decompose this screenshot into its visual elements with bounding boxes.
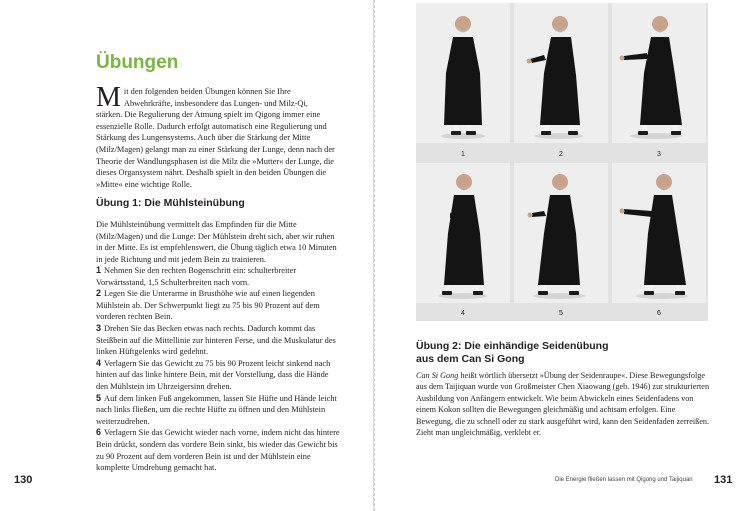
running-head: Die Energie fließen lassen mit Qigong und Taijiquan [555,477,693,483]
photo-caption: 3 [657,151,661,158]
exercise-2-text: heißt wörtlich übersetzt »Übung der Seidenraupe«. Diese Bewegungsfolge aus dem Taijiquan wurde von Großmeister Chen Xiaowang (geb. 1946) zur strukturierten Ausbildung von Anfängern entwickelt. Wie beim Abwickeln eines Seidenfadens von einem Kokon sollten die Bewegungen gleichmäßig und achtsam erfolgen. Eine Bewegung, die zu schnell oder zu stark ausgeführt wird, kann den Seidenfaden zerreißen. Zieht man ungleichmäßig, verklebt er. [416,371,710,438]
step-text: Auf dem linken Fuß angekommen, lassen Sie Hüfte und Hände leicht nach links fließen, um die rechte Hüfte zu öffnen und den Mühlstein weiterzudrehen. [96,393,337,426]
can-si-gong-term: Can Si Gong [416,371,459,380]
figure-illustration [514,163,608,303]
step-text: Nehmen Sie den rechten Bogenschritt ein: schulterbreiter Vorwärtsstand, 1,5 Schulterbreiten nach vorn. [96,266,297,287]
step-number: 5 [96,392,102,403]
page-number-right: 131 [714,474,733,486]
step-number: 4 [96,357,102,368]
photo-caption: 1 [461,151,465,158]
exercise-2-heading-line2: aus dem Can Si Gong [416,353,525,365]
intro-paragraph [96,82,336,190]
left-page [0,0,374,511]
step-number: 2 [96,288,102,299]
step-number: 6 [96,427,102,438]
step-item [96,358,340,393]
exercise-2-description [416,370,710,438]
photo-caption: 5 [559,310,563,317]
step-number: 1 [96,265,102,275]
figure-illustration [416,163,510,303]
step-text: Verlagern Sie das Gewicht zu 75 bis 90 Prozent leicht sinkend nach hinten auf das linke hintere Bein, mit der Vorstellung, dass die Hände den Mühlstein im Uhrzeigersinn drehen. [96,358,331,391]
intro-text: it den folgenden beiden Übungen können Sie Ihre Abwehrkräfte, insbesondere das Lungen- und Milz-Qi, stärken. Die Regulierung der Atmung spielt im Qigong immer eine essenzielle Rolle. Dadurch erfolgt automatisch eine Regulierung und Stärkung des Lungensystems. Auch über die Stärkung der Mitte (Milz/Magen) gelangt man zu einer Stärkung der Lunge, denn nach der Theorie der Wandlungsphasen ist die Milz die »Mutter« der Lunge, die dieses Organsystem nährt. Deshalb spielt in den beiden Übungen die »Mitte« eine wichtige Rolle. [96,87,335,189]
step-item [96,427,340,473]
figure-illustration [416,3,510,143]
drop-cap: M [96,82,121,113]
step-text: Verlagern Sie das Gewicht wieder nach vorne, indem nicht das hintere Bein drückt, sondern das vordere Bein sinkt, bis wieder das Gewicht bis zu 90 Prozent auf dem vorderen Bein ist und der Mühlstein eine komplette Umdrehung gemacht hat. [96,428,340,473]
figure-illustration [612,3,706,143]
figure-illustration [612,163,706,303]
step-item [96,288,340,323]
step-item [96,265,340,288]
exercise-photo-6 [612,163,706,303]
exercise-2-heading-line1: Übung 2: Die einhändige Seidenübung [416,340,609,352]
step-item [96,393,340,428]
exercise-photo-3 [612,3,706,143]
step-text: Legen Sie die Unterarme in Brusthöhe wie auf einen liegenden Mühlstein ab. Der Schwerpunkt liegt zu 75 bis 90 Prozent auf dem vorderen rechten Bein. [96,289,320,322]
exercise-1-steps [96,265,340,474]
exercise-1-heading: Übung 1: Die Mühlsteinübung [96,197,245,209]
photo-caption: 2 [559,151,563,158]
exercise-photo-5 [514,163,608,303]
page-number-left: 130 [14,474,33,486]
step-item [96,323,340,358]
chapter-title: Übungen [96,52,179,73]
photo-caption: 6 [657,310,661,317]
exercise-1-description: Die Mühlsteinübung vermittelt das Empfinden für die Mitte (Milz/Magen) und die Lunge: Der Mühlstein dreht sich, aber wir ruhen in der Mitte. Es ist empfehlenswert, die Übung täglich etwa 10 Minuten in jede Richtung und mit jedem Bein zu trainieren. [96,220,337,264]
exercise-photo-1 [416,3,510,143]
photo-sequence [416,3,708,321]
step-text: Drehen Sie das Becken etwas nach rechts. Dadurch kommt das Steißbein auf die Mittellinie zur hinteren Ferse, und die Muskulatur des linken Hüftgelenks wird gedehnt. [96,323,336,357]
photo-caption: 4 [461,310,465,317]
figure-illustration [514,3,608,143]
exercise-photo-2 [514,3,608,143]
step-number: 3 [96,322,102,333]
exercise-2-heading [416,340,656,366]
exercise-photo-4 [416,163,510,303]
